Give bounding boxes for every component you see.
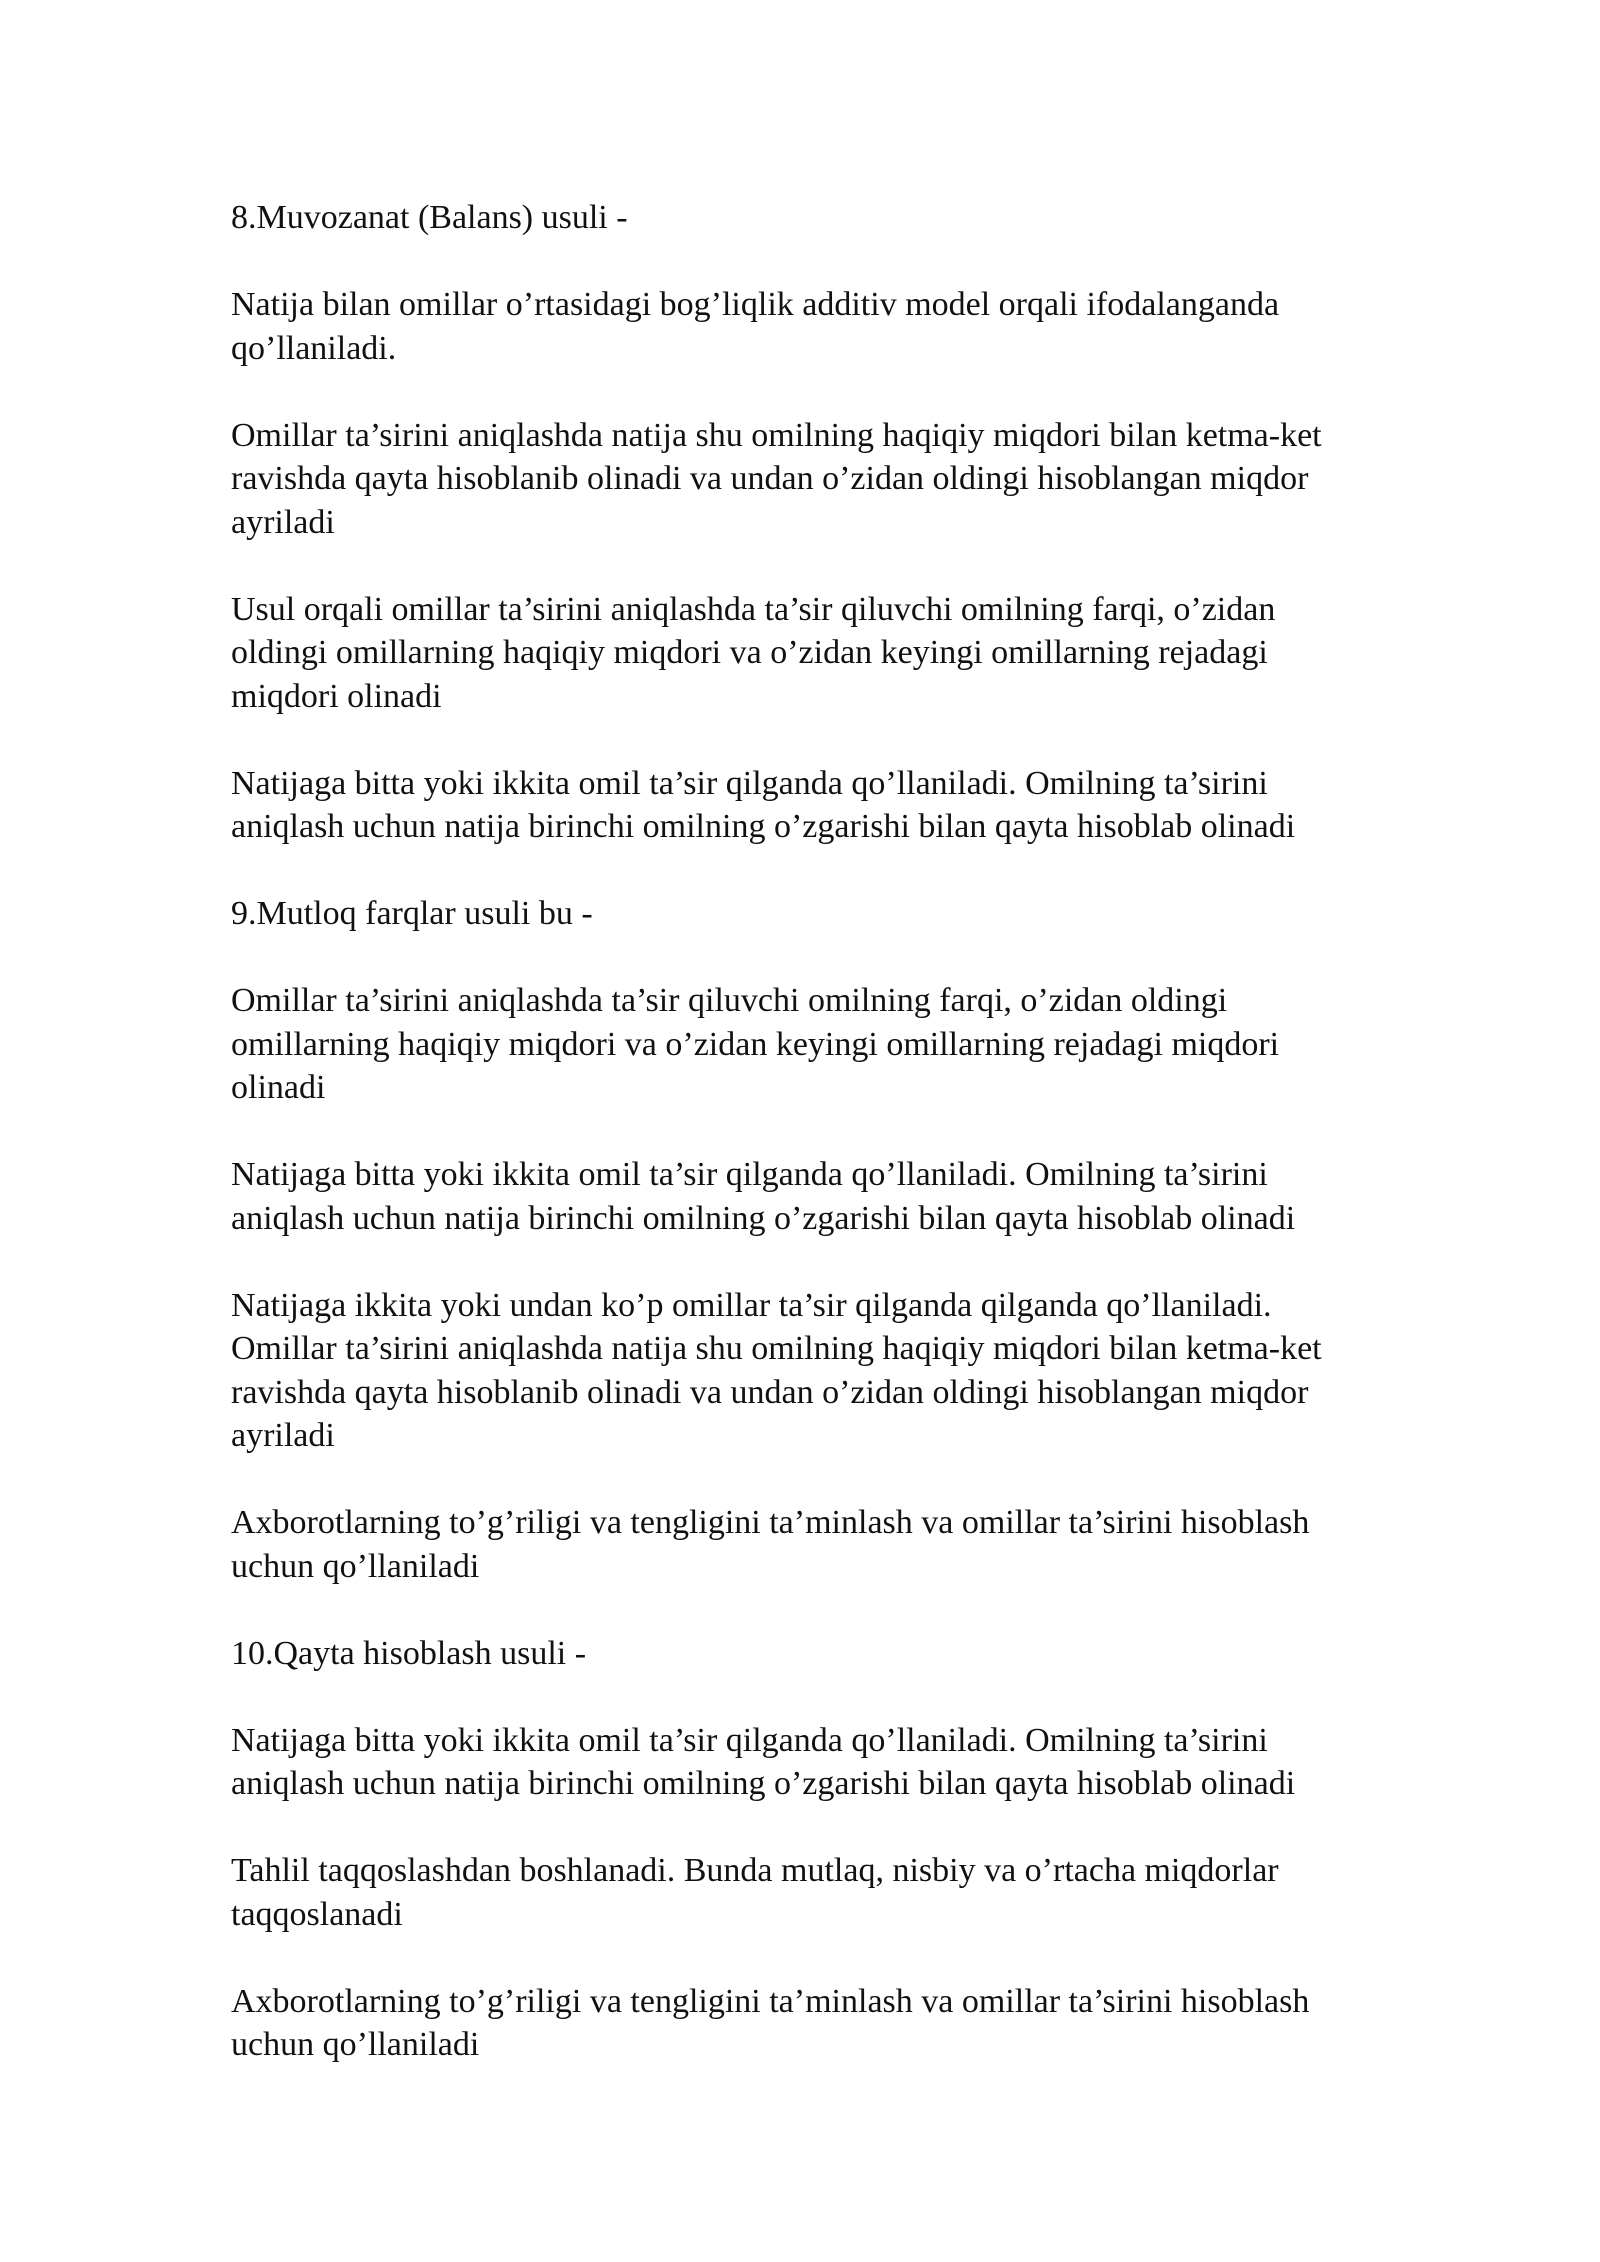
paragraph: Omillar ta’sirini aniqlashda natija shu omilning haqiqiy miqdori bilan ketma-ket ravishda qayta hisoblanib olinadi va undan o’zidan oldingi hisoblangan miqdor ayriladi <box>231 416 1322 541</box>
section-heading-9: 9.Mutloq farqlar usuli bu - <box>231 895 593 932</box>
paragraph: Natijaga bitta yoki ikkita omil ta’sir qilganda qo’llaniladi. Omilning ta’sirini aniqlash uchun natija birinchi omilning o’zgarishi bilan qayta hisoblab olinadi <box>231 764 1296 845</box>
document-body <box>231 196 1471 2110</box>
paragraph: Axborotlarning to’g’riligi va tengligini ta’minlash va omillar ta’sirini hisoblash uchun qo’llaniladi <box>231 1504 1310 1585</box>
paragraph: Omillar ta’sirini aniqlashda ta’sir qiluvchi omilning farqi, o’zidan oldingi omillarning haqiqiy miqdori va o’zidan keyingi omillarning rejadagi miqdori olinadi <box>231 982 1280 1106</box>
paragraph: Natija bilan omillar o’rtasidagi bog’liqlik additiv model orqali ifodalanganda qo’llaniladi. <box>231 286 1280 367</box>
section-heading-8: 8.Muvozanat (Balans) usuli - <box>231 199 628 236</box>
paragraph: Natijaga bitta yoki ikkita omil ta’sir qilganda qo’llaniladi. Omilning ta’sirini aniqlash uchun natija birinchi omilning o’zgarishi bilan qayta hisoblab olinadi <box>231 1721 1296 1802</box>
section-heading-10: 10.Qayta hisoblash usuli - <box>231 1634 587 1672</box>
paragraph: Tahlil taqqoslashdan boshlanadi. Bunda mutlaq, nisbiy va o’rtacha miqdorlar taqqoslanadi <box>231 1852 1279 1933</box>
paragraph: Natijaga bitta yoki ikkita omil ta’sir qilganda qo’llaniladi. Omilning ta’sirini aniqlash uchun natija birinchi omilning o’zgarishi bilan qayta hisoblab olinadi <box>231 1156 1296 1237</box>
paragraph: Axborotlarning to’g’riligi va tengligini ta’minlash va omillar ta’sirini hisoblash uchun qo’llaniladi <box>231 1982 1310 2063</box>
paragraph: Usul orqali omillar ta’sirini aniqlashda ta’sir qiluvchi omilning farqi, o’zidan oldingi omillarning haqiqiy miqdori va o’zidan keyingi omillarning rejadagi miqdori olinadi <box>231 590 1276 715</box>
paragraph: Natijaga ikkita yoki undan ko’p omillar ta’sir qilganda qilganda qo’llaniladi. Omillar ta’sirini aniqlashda natija shu omilning haqiqiy miqdori bilan ketma-ket ravishda qayta hisoblanib olinadi va undan o’zidan oldingi hisoblangan miqdor ayriladi <box>231 1286 1322 1454</box>
